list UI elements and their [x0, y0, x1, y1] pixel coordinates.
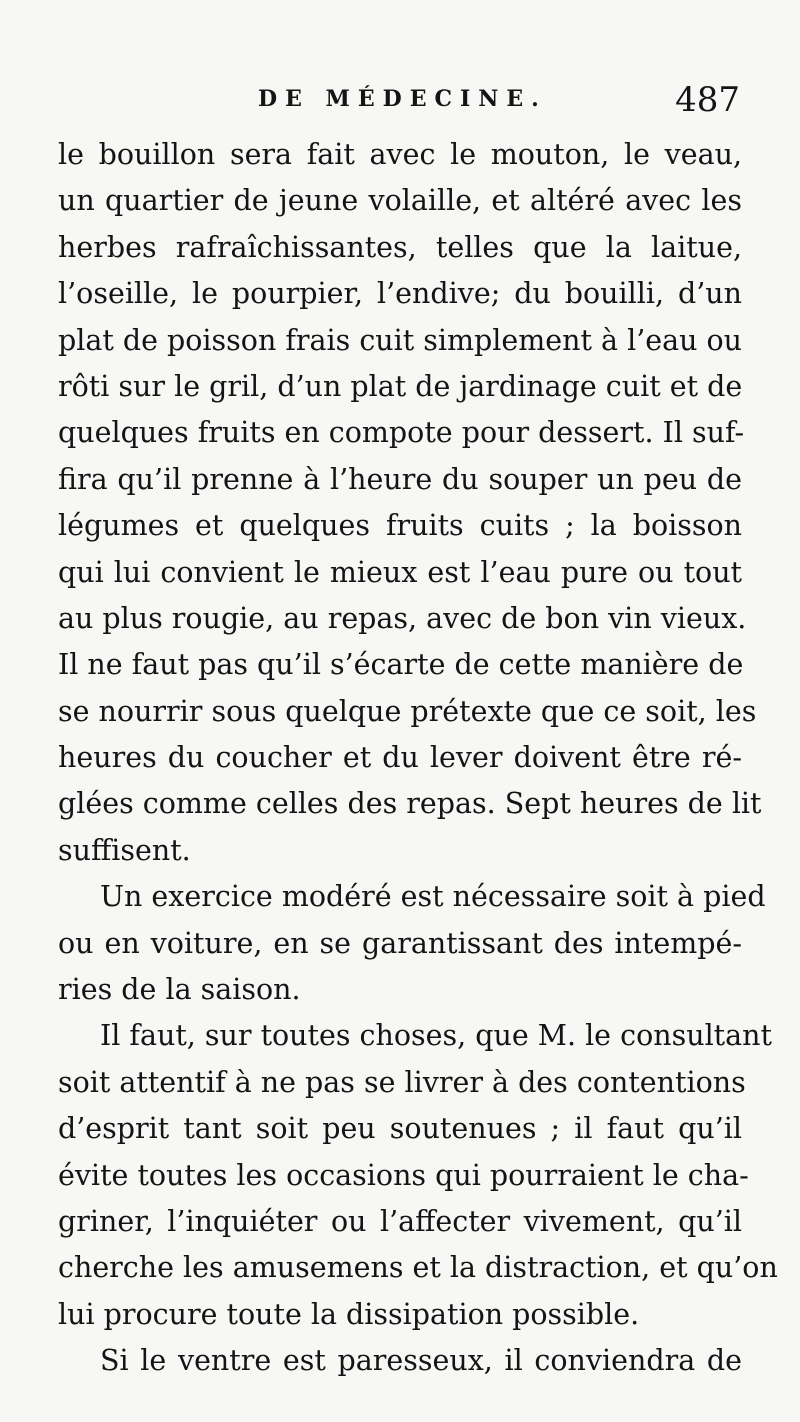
paragraph-first-line: Si le ventre est paresseux, il conviendra de [100, 1344, 742, 1378]
text-line: heures du coucher et du lever doivent être ré- [58, 741, 742, 775]
text-line: griner, l’inquiéter ou l’affecter vivement, qu’il [58, 1204, 742, 1238]
text-line: légumes et quelques fruits cuits ; la boisson [58, 509, 742, 543]
text-line: d’esprit tant soit peu soutenues ; il faut qu’il [58, 1112, 742, 1146]
text-line: herbes rafraîchissantes, telles que la laitue, [58, 230, 742, 264]
text-line: Il ne faut pas qu’il s’écarte de cette manière de [58, 648, 744, 682]
text-line: l’oseille, le pourpier, l’endive; du bouilli, d’un [58, 277, 742, 311]
text-line: évite toutes les occasions qui pourraient le cha- [58, 1158, 749, 1192]
paragraph-end-line: ries de la saison. [58, 973, 301, 1007]
text-line: soit attentif à ne pas se livrer à des contentions [58, 1065, 746, 1099]
text-line: plat de poisson frais cuit simplement à l’eau ou [58, 323, 743, 357]
text-line: ou en voiture, en se garantissant des intempé- [58, 926, 742, 960]
paragraph-end-line: suffisent. [58, 833, 191, 867]
text-line: fira qu’il prenne à l’heure du souper un peu de [58, 462, 742, 496]
running-head: DE MÉDECINE. [258, 86, 547, 112]
paragraph-first-line: Il faut, sur toutes choses, que M. le consultant [100, 1019, 772, 1053]
page-header [58, 80, 740, 124]
text-line: qui lui convient le mieux est l’eau pure ou tout [58, 555, 742, 589]
text-line: un quartier de jeune volaille, et altéré avec les [58, 184, 742, 218]
page-number: 487 [675, 80, 740, 120]
text-line: cherche les amusemens et la distraction, et qu’on [58, 1251, 778, 1285]
text-line: se nourrir sous quelque prétexte que ce soit, les [58, 694, 757, 728]
text-line: le bouillon sera fait avec le mouton, le veau, [58, 138, 742, 171]
text-line: rôti sur le gril, d’un plat de jardinage cuit et de [58, 369, 743, 403]
paragraph-first-line: Un exercice modéré est nécessaire soit à pied [100, 880, 766, 914]
text-line: glées comme celles des repas. Sept heures de lit [58, 787, 762, 821]
text-line: quelques fruits en compote pour dessert. Il suf- [58, 416, 745, 450]
text-line: au plus rougie, au repas, avec de bon vin vieux. [58, 601, 747, 635]
paragraph-end-line: lui procure toute la dissipation possible. [58, 1297, 640, 1331]
body-text [58, 132, 778, 1385]
